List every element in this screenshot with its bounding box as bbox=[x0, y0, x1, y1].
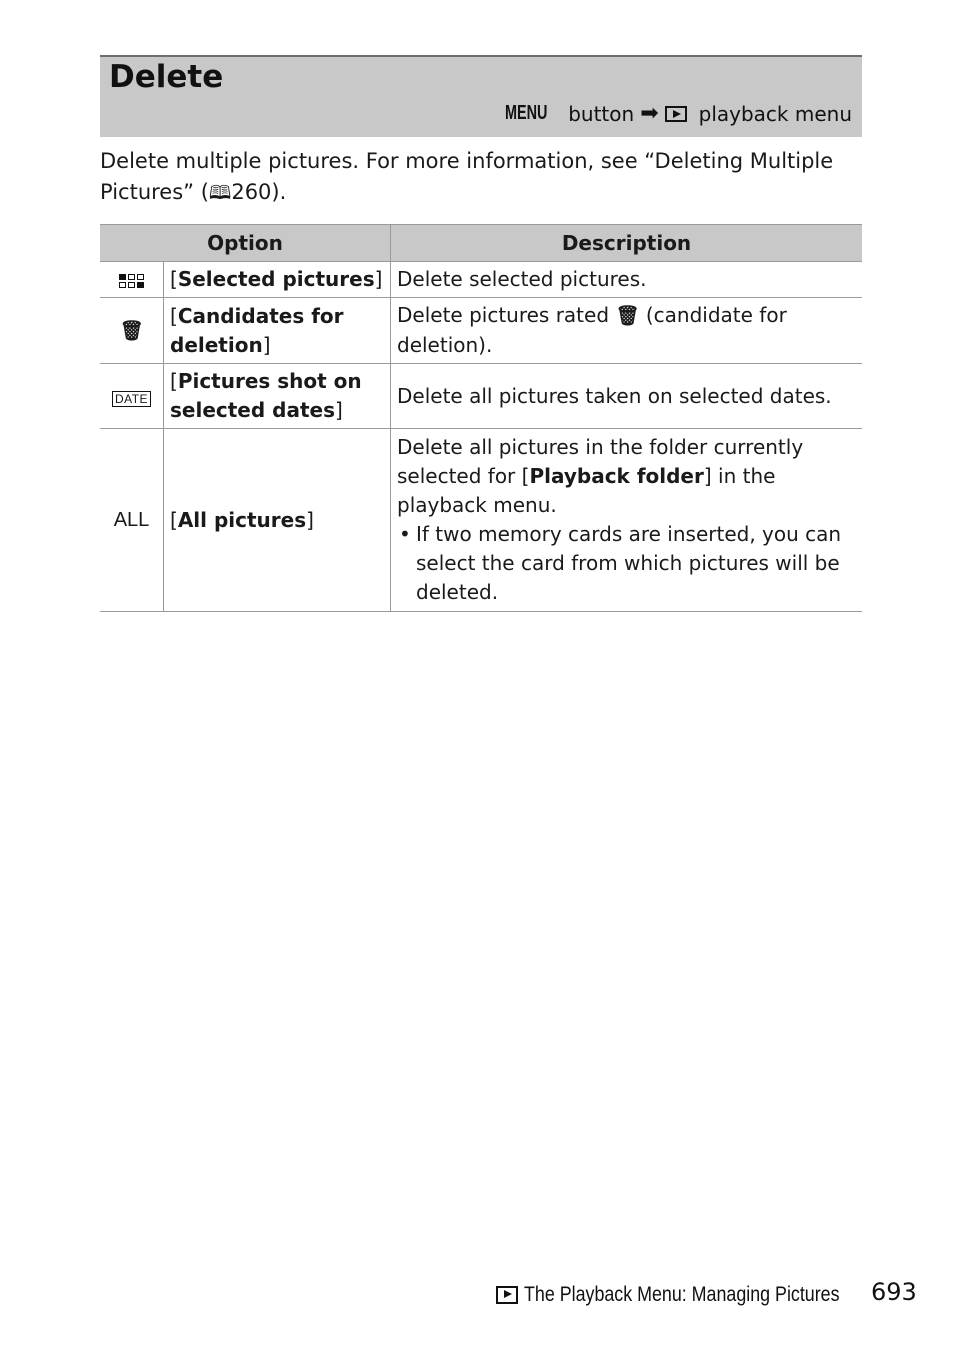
menu-name: playback menu bbox=[698, 101, 852, 126]
row-icon-cell bbox=[100, 364, 164, 429]
button-word: button bbox=[568, 101, 635, 126]
option-description: Delete pictures rated 🗑 (candidate for deletion). bbox=[391, 298, 863, 364]
menu-path bbox=[505, 101, 852, 126]
intro-text: Delete multiple pictures. For more information, see “Deleting Multiple Pictures” ( bbox=[100, 149, 834, 204]
book-icon: 🕮 bbox=[208, 182, 232, 204]
page-footer bbox=[496, 1278, 916, 1312]
option-description: Delete all pictures taken on selected dates. bbox=[391, 364, 863, 429]
option-name: [All pictures] bbox=[164, 429, 391, 612]
intro-text-end: ). bbox=[271, 180, 287, 204]
candidate-delete-icon: 🗑 bbox=[119, 319, 144, 342]
row-icon-cell bbox=[100, 298, 164, 364]
option-name: [Candidates for deletion] bbox=[164, 298, 391, 364]
all-icon: ALL bbox=[113, 509, 150, 531]
option-description: Delete all pictures in the folder currently selected for [Playback folder] in the playback menu. • If two memory cards are inserted, you can select the card from which pictures will be deleted. bbox=[391, 429, 863, 612]
header-description: Description bbox=[391, 225, 863, 262]
menu-button-label: MENU bbox=[505, 102, 548, 124]
row-icon-cell bbox=[100, 262, 164, 298]
option-name: [Selected pictures] bbox=[164, 262, 391, 298]
option-description: Delete selected pictures. bbox=[391, 262, 863, 298]
playback-icon bbox=[496, 1286, 518, 1304]
table-row bbox=[100, 429, 862, 612]
page-number: 693 bbox=[871, 1278, 917, 1306]
playback-icon bbox=[665, 106, 687, 122]
date-icon: DATE bbox=[112, 391, 151, 407]
arrow-right-icon: ➡ bbox=[640, 101, 659, 126]
intro-page-ref[interactable]: 260 bbox=[231, 180, 272, 204]
table-row bbox=[100, 262, 862, 298]
section-header bbox=[100, 55, 862, 137]
page-title: Delete bbox=[109, 59, 224, 95]
selected-pictures-icon bbox=[119, 274, 144, 288]
table-row bbox=[100, 298, 862, 364]
intro-paragraph bbox=[100, 146, 862, 209]
footer-section-title: The Playback Menu: Managing Pictures bbox=[524, 1283, 840, 1306]
header-option: Option bbox=[100, 225, 391, 262]
candidate-delete-icon: 🗑 bbox=[615, 305, 640, 327]
option-name: [Pictures shot on selected dates] bbox=[164, 364, 391, 429]
note-list bbox=[397, 520, 856, 607]
table-row bbox=[100, 364, 862, 429]
row-icon-cell bbox=[100, 429, 164, 612]
options-table bbox=[100, 224, 862, 612]
list-item: • If two memory cards are inserted, you can select the card from which pictures will be deleted. bbox=[416, 520, 856, 607]
